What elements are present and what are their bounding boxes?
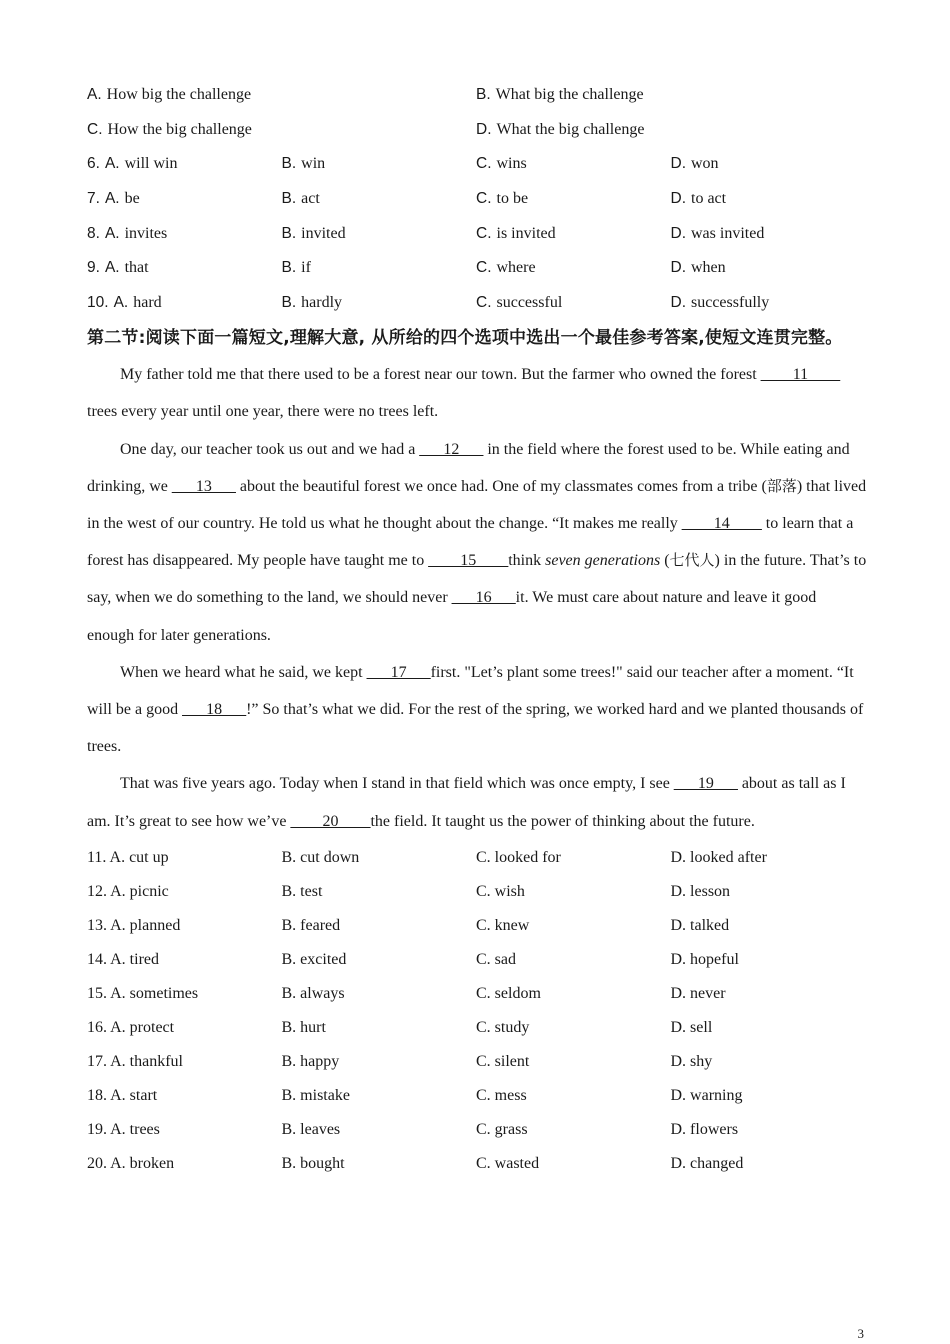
q7-option-c: C. to be [476,190,529,208]
q5-option-a: A. How big the challenge [87,86,252,104]
q20-option-d: D. changed [670,1154,744,1172]
q5-option-d: D. What the big challenge [476,120,645,138]
q13-option-b: B. feared [281,916,341,934]
passage-text: trees every year until one year, there were no trees left. [87,403,439,421]
q17-option-d: D. shy [670,1052,713,1070]
q11-option-a: 11. A. cut up [87,848,169,866]
q10-option-a: 10. A. hard [87,293,162,311]
q15-option-d: D. never [670,984,726,1002]
q7-option-d: D. to act [670,190,727,208]
q16-option-b: B. hurt [281,1018,326,1036]
q5-option-c: C. How the big challenge [87,120,252,138]
q9-option-d: D. when [670,259,726,277]
chinese-gloss: 七代人 [669,551,715,570]
q11-option-c: C. looked for [476,848,561,866]
passage-text: ) that lived in the west of our country. He told us what he thought about the change. “It makes me really [87,477,867,532]
question-row-11 [87,841,867,875]
question-row-10 [87,286,867,321]
q7-option-a: 7. A. be [87,190,140,208]
q11-option-b: B. cut down [281,848,360,866]
q14-option-a: 14. A. tired [87,950,159,968]
passage-text: it. We must care about nature and leave it good enough for later generations. [87,589,817,644]
question-row-15 [87,977,867,1011]
q14-option-d: D. hopeful [670,950,739,968]
page-number: 3 [857,1326,864,1341]
passage-text: One day, our teacher took us out and we had a [120,440,420,458]
q19-option-a: 19. A. trees [87,1120,160,1138]
chinese-gloss: 部落 [766,476,797,495]
question-row-18 [87,1079,867,1113]
passage-paragraph-2 [87,431,867,654]
passage-text: about as tall as I am. It’s great to see how we’ve [87,775,846,830]
question-row-12 [87,875,867,909]
question-row-6 [87,147,867,182]
blank-17: ___17___ [366,663,431,681]
q7-option-b: B. act [281,190,320,208]
q13-option-d: D. talked [670,916,730,934]
q18-option-b: B. mistake [281,1086,350,1104]
passage-text: the field. It taught us the power of thinking about the future. [370,812,755,830]
passage-text: !” So that’s what we did. For the rest of the spring, we worked hard and we planted thousands of trees. [87,700,864,756]
q17-option-a: 17. A. thankful [87,1052,183,1070]
passage-text: ( [660,552,670,570]
q12-option-b: B. test [281,882,323,900]
q6-option-d: D. won [670,155,719,173]
passage-text: think [508,552,546,570]
q17-option-c: C. silent [476,1052,530,1070]
question-row-17 [87,1045,867,1079]
blank-16: ___16___ [451,589,516,607]
q10-option-b: B. hardly [281,293,343,311]
passage-text: That was five years ago. Today when I stand in that field which was once empty, I see [120,775,674,793]
q12-option-d: D. lesson [670,882,731,900]
q20-option-a: 20. A. broken [87,1154,175,1172]
q18-option-d: D. warning [670,1086,743,1104]
q18-option-c: C. mess [476,1086,527,1104]
passage-text: about the beautiful forest we once had. One of my classmates comes from a tribe ( [235,477,767,495]
passage-text: first. "Let’s plant some trees!" said our teacher after a moment. “It will be a good [87,663,854,718]
blank-11: ____11____ [760,366,841,384]
question-row-16 [87,1011,867,1045]
passage-text: to learn that a forest has disappeared. My people have taught me to [87,514,854,570]
blank-15: ____15____ [428,552,509,570]
q19-option-c: C. grass [476,1120,528,1138]
passage-text: When we heard what he said, we kept [120,663,367,681]
passage-paragraph-4 [87,765,867,839]
q16-option-c: C. study [476,1018,530,1036]
q19-option-d: D. flowers [670,1120,739,1138]
q16-option-d: D. sell [670,1018,713,1036]
q18-option-a: 18. A. start [87,1086,158,1104]
section-heading: 第二节:阅读下面一篇短文,理解大意, 从所给的四个选项中选出一个最佳参考答案,使短文连贯完整。 [87,328,843,349]
q5-options-row-1 [87,78,867,113]
q12-option-a: 12. A. picnic [87,882,169,900]
answer-options-11-20 [87,841,867,1181]
blank-19: ___19___ [673,775,738,793]
q10-option-c: C. successful [476,293,563,311]
passage-paragraph-1 [87,356,867,430]
question-row-14 [87,943,867,977]
q20-option-b: B. bought [281,1154,345,1172]
q15-option-a: 15. A. sometimes [87,984,199,1002]
q8-option-a: 8. A. invites [87,224,168,242]
q8-option-b: B. invited [281,224,346,242]
blank-20: ____20____ [290,812,371,830]
question-row-19 [87,1113,867,1147]
q9-option-a: 9. A. that [87,259,149,277]
question-row-8 [87,216,867,251]
italic-term: seven generations [545,552,661,570]
q10-option-d: D. successfully [670,293,770,311]
question-row-7 [87,182,867,217]
blank-13: ___13___ [171,477,236,495]
q17-option-b: B. happy [281,1052,340,1070]
blank-14: ____14____ [681,514,762,532]
document-page [87,78,867,1181]
blank-18: ___18___ [182,700,247,718]
q15-option-c: C. seldom [476,984,541,1002]
blank-12: ___12___ [419,440,484,458]
passage-text: My father told me that there used to be a forest near our town. But the farmer who owned the forest [120,366,757,384]
q14-option-b: B. excited [281,950,347,968]
q6-option-a: 6. A. will win [87,155,178,173]
q5-options-row-2 [87,113,867,148]
passage-text: ) in the future. That’s to say, when we do something to the land, we should never [87,552,867,607]
question-row-13 [87,909,867,943]
q16-option-a: 16. A. protect [87,1018,175,1036]
q9-option-b: B. if [281,259,311,277]
q20-option-c: C. wasted [476,1154,540,1172]
question-row-20 [87,1147,867,1181]
q9-option-c: C. where [476,259,536,277]
q14-option-c: C. sad [476,950,516,968]
q12-option-c: C. wish [476,882,525,900]
q8-option-c: C. is invited [476,224,556,242]
q15-option-b: B. always [281,984,345,1002]
q6-option-b: B. win [281,155,326,173]
q13-option-c: C. knew [476,916,530,934]
q19-option-b: B. leaves [281,1120,341,1138]
q5-option-b: B. What big the challenge [476,86,644,104]
passage-text: in the field where the forest used to be. While eating and drinking, we [87,440,850,495]
q11-option-d: D. looked after [670,848,767,866]
q13-option-a: 13. A. planned [87,916,181,934]
question-row-9 [87,251,867,286]
q6-option-c: C. wins [476,155,527,173]
passage-paragraph-3 [87,654,867,766]
q8-option-d: D. was invited [670,224,765,242]
